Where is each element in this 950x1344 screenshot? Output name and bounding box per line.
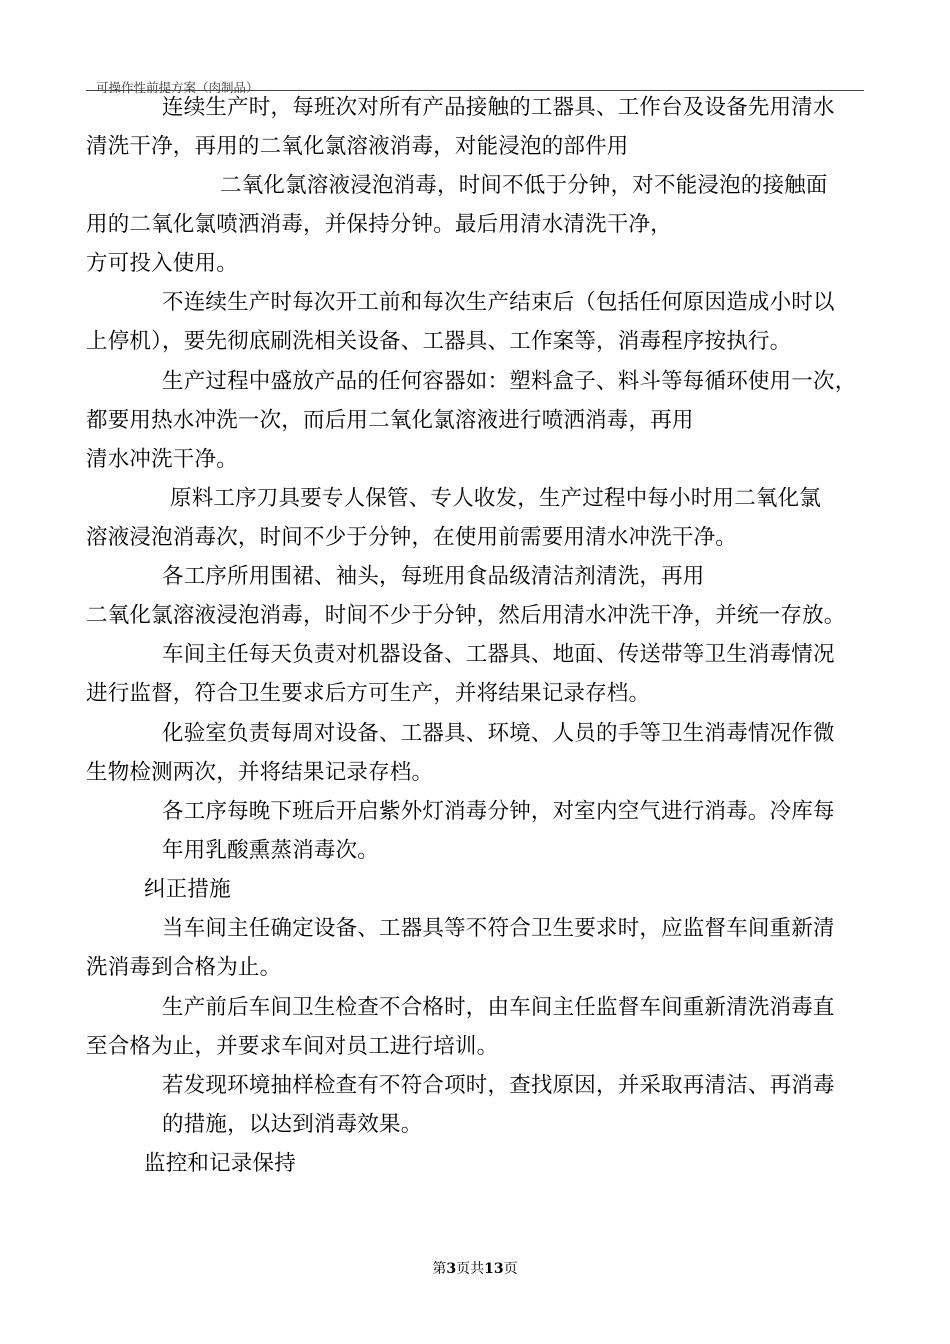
body-line: 清水冲洗干净。 xyxy=(86,447,238,472)
footer-prefix: 第 xyxy=(432,1261,447,1277)
body-line: 洗消毒到合格为止。 xyxy=(86,955,282,980)
body-line: 进行监督，符合卫生要求后方可生产，并将结果记录存档。 xyxy=(86,681,651,706)
body-line: 溶液浸泡消毒次，时间不少于分钟，在使用前需要用清水冲洗干净。 xyxy=(86,525,738,550)
section-heading-monitoring-records: 监控和记录保持 xyxy=(144,1151,296,1176)
body-line: 二氧化氯溶液浸泡消毒，时间不少于分钟，然后用清水冲洗干净，并统一存放。 xyxy=(86,603,846,628)
body-line: 原料工序刀具要专人保管、专人收发，生产过程中每小时用二氧化氯 xyxy=(170,486,822,511)
footer-suffix: 页 xyxy=(503,1261,518,1277)
body-line: 不连续生产时每次开工前和每次生产结束后（包括任何原因造成小时以 xyxy=(162,290,835,315)
body-line: 年用乳酸熏蒸消毒次。 xyxy=(162,838,380,863)
body-line: 化验室负责每周对设备、工器具、环境、人员的手等卫生消毒情况作微 xyxy=(162,721,835,746)
body-line: 二氧化氯溶液浸泡消毒，时间不低于分钟，对不能浸泡的接触面 xyxy=(220,173,828,198)
footer-page-number: 3 xyxy=(446,1261,457,1277)
body-line: 方可投入使用。 xyxy=(86,251,238,276)
body-line: 清洗干净，再用的二氧化氯溶液消毒，对能浸泡的部件用 xyxy=(86,134,629,159)
body-line: 生产过程中盛放产品的任何容器如：塑料盒子、料斗等每循环使用一次， xyxy=(162,369,857,394)
page-header: 可操作性前提方案（肉制品） xyxy=(96,80,259,95)
body-line: 用的二氧化氯喷洒消毒，并保持分钟。最后用清水清洗干净， xyxy=(86,212,672,237)
body-line: 至合格为止，并要求车间对员工进行培训。 xyxy=(86,1034,499,1059)
body-line: 若发现环境抽样检查有不符合项时，查找原因，并采取再清洁、再消毒 xyxy=(162,1073,835,1098)
body-line: 连续生产时，每班次对所有产品接触的工器具、工作台及设备先用清水 xyxy=(162,95,835,120)
footer-middle: 页共 xyxy=(456,1261,485,1277)
body-line: 各工序每晚下班后开启紫外灯消毒分钟，对室内空气进行消毒。冷库每 xyxy=(162,799,835,824)
header-divider xyxy=(86,90,864,91)
body-line: 的措施，以达到消毒效果。 xyxy=(162,1112,423,1137)
body-line: 生产前后车间卫生检查不合格时，由车间主任监督车间重新清洗消毒直 xyxy=(162,995,835,1020)
body-line: 上停机），要先彻底刷洗相关设备、工器具、工作案等，消毒程序按执行。 xyxy=(86,329,792,354)
section-heading-corrective-actions: 纠正措施 xyxy=(144,877,231,902)
page-footer xyxy=(0,1258,950,1278)
body-line: 生物检测两次，并将结果记录存档。 xyxy=(86,760,434,785)
footer-total-pages: 13 xyxy=(484,1261,504,1277)
body-line: 各工序所用围裙、袖头，每班用食品级清洁剂清洗，再用 xyxy=(162,564,705,589)
body-line: 车间主任每天负责对机器设备、工器具、地面、传送带等卫生消毒情况 xyxy=(162,642,835,667)
body-line: 当车间主任确定设备、工器具等不符合卫生要求时，应监督车间重新清 xyxy=(162,916,835,941)
body-line: 都要用热水冲洗一次，而后用二氧化氯溶液进行喷洒消毒，再用 xyxy=(86,408,694,433)
